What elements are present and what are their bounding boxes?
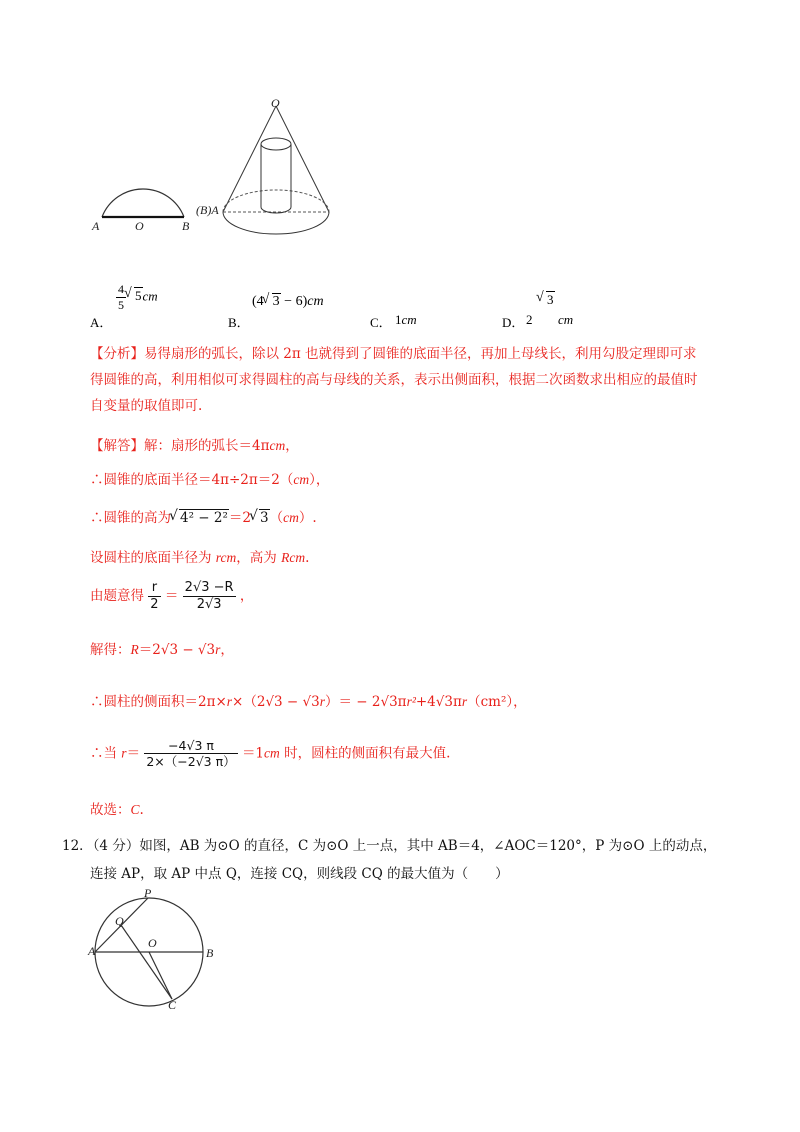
answer-line-3: ∴圆锥的高为√ 4² − 2²＝2√ 3（cm）.	[90, 510, 317, 526]
option-d-sqrt: √ 3	[538, 292, 555, 308]
question-line-2: 连接 AP，取 AP 中点 Q，连接 CQ，则线段 CQ 的最大值为（ ）	[90, 866, 509, 882]
figure-cone-semicircle	[88, 92, 368, 252]
answer-line-6: 解得：R＝2√3 − √3r，	[90, 642, 234, 658]
fig1-label-O: O	[135, 219, 144, 233]
cone-left-edge	[223, 106, 276, 212]
answer-tag: 【解答】	[90, 438, 144, 454]
segment-oc	[149, 952, 172, 999]
cone-base-front	[223, 212, 329, 234]
fig1-label-B: B	[182, 219, 190, 233]
answer-line-4: 设圆柱的底面半径为 rcm，高为 Rcm.	[90, 550, 310, 566]
option-b-letter: B．	[228, 315, 250, 330]
analysis-line-3: 自变量的取值即可.	[90, 398, 203, 414]
fig2-label-Q: Q	[115, 914, 124, 928]
fig2-label-C: C	[168, 998, 177, 1012]
option-d-value: 2	[526, 312, 533, 327]
answer-line-7: ∴圆柱的侧面积＝2π×r×（2√3 − √3r）＝ − 2√3πr²+4√3πr（cm²），	[90, 694, 527, 710]
semicircle-arc	[102, 189, 184, 217]
option-c-value: 1cm	[395, 312, 417, 327]
answer-line-2: ∴圆锥的底面半径＝4π÷2π＝2（cm），	[90, 472, 330, 488]
analysis-line-2: 得圆锥的高，利用相似可求得圆柱的高与母线的关系，表示出侧面积，根据二次函数求出相应的最值时	[90, 372, 698, 388]
analysis-tag: 【分析】	[90, 346, 144, 362]
fig1-label-apex-O: O	[271, 96, 280, 110]
question-score: （4 分）	[92, 838, 140, 854]
answer-line-1: 【解答】解：扇形的弧长＝4πcm，	[90, 438, 299, 454]
option-d-letter: D．	[502, 315, 525, 330]
fig2-label-O: O	[148, 936, 157, 950]
fig2-label-A: A	[88, 944, 96, 958]
answer-line-9: 故选：C.	[90, 802, 144, 818]
analysis-line-1: 易得扇形的弧长，除以 2π 也就得到了圆锥的底面半径，再加上母线长，利用勾股定理即可求	[144, 346, 697, 362]
option-c-letter: C．	[370, 315, 392, 330]
question-12	[62, 834, 782, 882]
analysis-block	[90, 346, 780, 424]
question-line-1: 如图，AB 为⊙O 的直径，C 为⊙O 上一点，其中 AB＝4，∠AOC＝120°，P 为⊙O 上的动点，	[139, 838, 717, 854]
cylinder-top	[261, 138, 291, 150]
option-b-value: (4√ 3 − 6)cm	[252, 294, 324, 310]
answer-line-8: ∴当 r＝ $\frac{-4√3 \pi}{2\times(-2√3 \pi)}$ ＝1cm 时，圆柱的侧面积有最大值.	[90, 738, 451, 769]
options-row	[90, 282, 770, 332]
option-a-value: $\frac{4}{5}$ √ 5cm	[116, 282, 158, 313]
fig2-label-P: P	[144, 886, 152, 900]
cone-right-edge	[276, 106, 329, 212]
option-d-unit: cm	[558, 312, 574, 327]
cone-base-back	[223, 190, 329, 212]
fig1-label-A: A	[92, 219, 100, 233]
option-a-letter: A．	[90, 315, 113, 330]
question-number: 12．	[62, 838, 93, 854]
segment-cq	[121, 925, 172, 999]
answer-line-5: 由题意得 $\frac{r}{2}$ ＝ $\frac{2√3 -R}{2√3}$ ，	[90, 580, 254, 612]
fig1-label-BA: (B)A	[196, 203, 219, 217]
fig2-label-B: B	[206, 946, 214, 960]
